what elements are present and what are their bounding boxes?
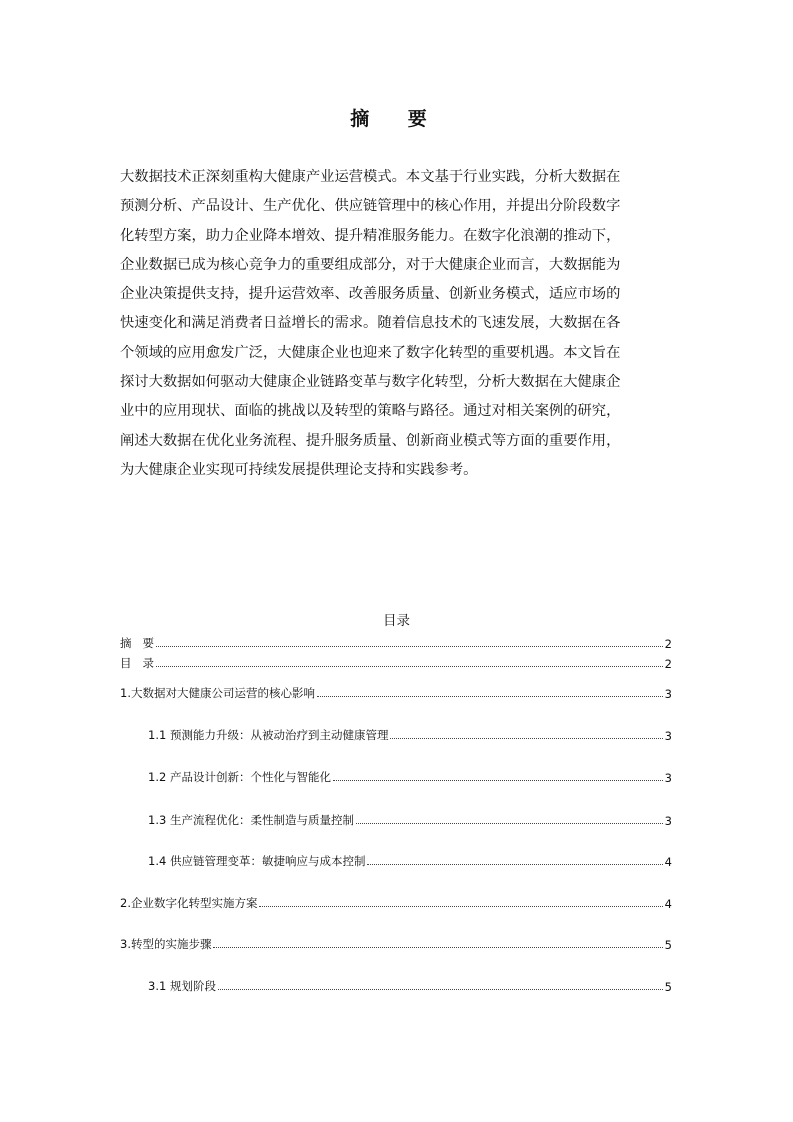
- toc-entry[interactable]: [148, 723, 672, 743]
- toc-entry[interactable]: [120, 631, 672, 651]
- toc-entry-page: 3: [664, 687, 672, 701]
- toc-entry[interactable]: [148, 849, 672, 869]
- toc-entry[interactable]: [120, 891, 672, 911]
- toc-entry-page: 5: [664, 980, 672, 994]
- toc-entry-label: 目 录: [120, 656, 154, 670]
- abstract-line: 个领域的应用愈发广泛，大健康企业也迎来了数字化转型的重要机遇。本文旨在: [120, 344, 621, 361]
- toc-leader-dots: [259, 906, 662, 907]
- abstract-line: 企业决策提供支持，提升运营效率、改善服务质量、创新业务模式，适应市场的: [120, 286, 621, 303]
- toc-entry-label: 3.转型的实施步骤: [120, 937, 212, 951]
- toc-entry[interactable]: [148, 974, 672, 994]
- toc-leader-dots: [218, 989, 663, 990]
- toc-entry[interactable]: [148, 765, 672, 785]
- abstract-line: 快速变化和满足消费者日益增长的需求。随着信息技术的飞速发展，大数据在各: [120, 315, 621, 332]
- abstract-line: 为大健康企业实现可持续发展提供理论支持和实践参考。: [120, 461, 478, 478]
- toc-entry-page: 3: [664, 814, 672, 828]
- toc-entry-page: 2: [664, 657, 672, 671]
- toc-leader-dots: [156, 646, 663, 647]
- toc-entry-label: 1.2 产品设计创新：个性化与智能化: [148, 770, 331, 784]
- toc-entry-page: 4: [664, 897, 672, 911]
- toc-entry-label: 1.3 生产流程优化：柔性制造与质量控制: [148, 813, 354, 827]
- toc-entry-page: 3: [664, 771, 672, 785]
- toc-entry-label: 1.大数据对大健康公司运营的核心影响: [120, 686, 315, 700]
- toc-entry-page: 4: [664, 855, 672, 869]
- toc-leader-dots: [333, 780, 663, 781]
- toc-leader-dots: [356, 823, 663, 824]
- toc-title: 目录: [383, 613, 410, 629]
- toc-entry[interactable]: [120, 681, 672, 701]
- abstract-body: [120, 163, 673, 485]
- toc-entry-label: 1.4 供应链管理变革：敏捷响应与成本控制: [148, 854, 366, 868]
- toc-entry-label: 摘 要: [120, 636, 154, 650]
- toc-entry-page: 3: [664, 729, 672, 743]
- toc-leader-dots: [156, 666, 663, 667]
- toc-entry-page: 5: [664, 938, 672, 952]
- abstract-line: 阐述大数据在优化业务流程、提升服务质量、创新商业模式等方面的重要作用，: [120, 432, 621, 449]
- abstract-line: 化转型方案，助力企业降本增效、提升精准服务能力。在数字化浪潮的推动下，: [120, 227, 621, 244]
- toc-leader-dots: [317, 696, 663, 697]
- toc-leader-dots: [390, 738, 662, 739]
- abstract-line: 预测分析、产品设计、生产优化、供应链管理中的核心作用，并提出分阶段数字: [120, 198, 621, 215]
- abstract-line: 业中的应用现状、面临的挑战以及转型的策略与路径。通过对相关案例的研究，: [120, 403, 621, 420]
- toc-entry[interactable]: [148, 808, 672, 828]
- toc-entry[interactable]: [120, 932, 672, 952]
- abstract-title: 摘 要: [350, 108, 443, 130]
- abstract-line: 企业数据已成为核心竞争力的重要组成部分，对于大健康企业而言，大数据能为: [120, 256, 621, 273]
- toc-entry[interactable]: [120, 651, 672, 671]
- toc-entry-label: 2.企业数字化转型实施方案: [120, 896, 258, 910]
- toc-entry-label: 1.1 预测能力升级：从被动治疗到主动健康管理: [148, 728, 389, 742]
- toc-entry-label: 3.1 规划阶段: [148, 979, 216, 993]
- toc-leader-dots: [213, 947, 662, 948]
- toc-entry-page: 2: [664, 637, 672, 651]
- abstract-line: 探讨大数据如何驱动大健康企业链路变革与数字化转型，分析大数据在大健康企: [120, 374, 621, 391]
- toc-leader-dots: [367, 864, 662, 865]
- abstract-line: 大数据技术正深刻重构大健康产业运营模式。本文基于行业实践，分析大数据在: [120, 169, 621, 185]
